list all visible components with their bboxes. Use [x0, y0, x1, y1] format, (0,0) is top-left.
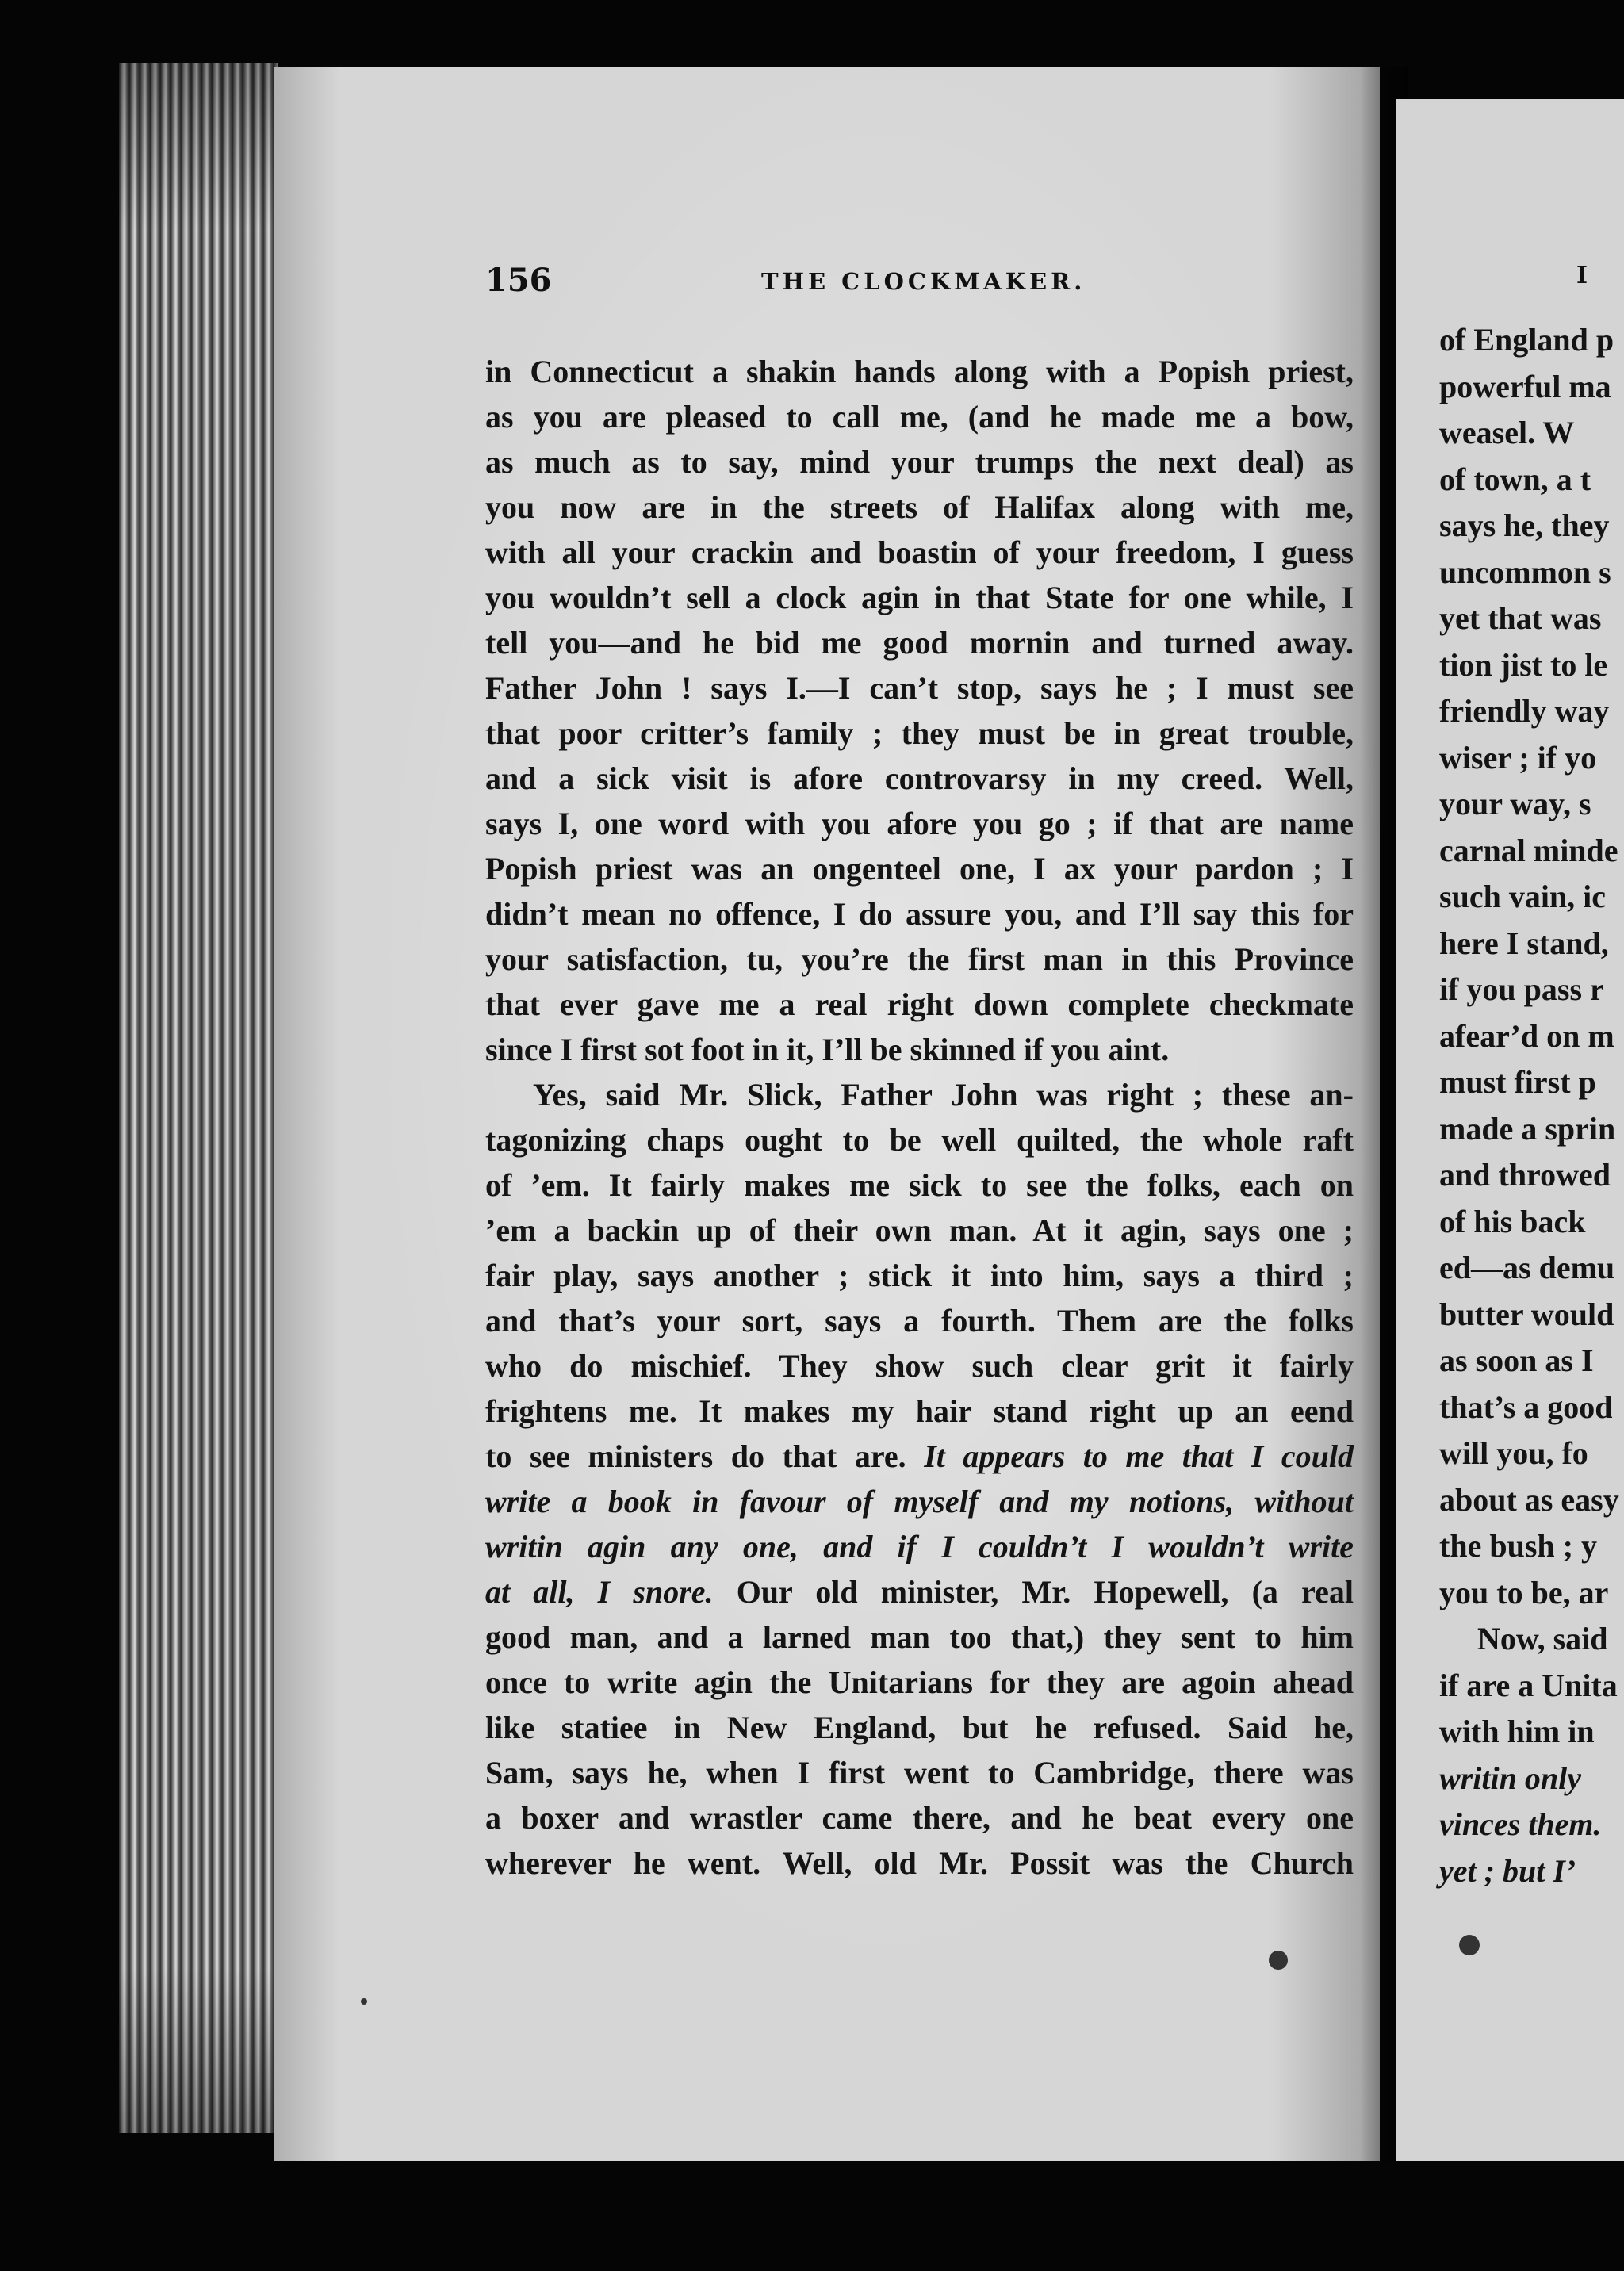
text-line: [485, 1524, 1354, 1569]
line-text: that ever gave me a real right down complete checkmate: [485, 986, 1354, 1022]
line-text: wherever he went. Well, old Mr. Possit was the Church: [485, 1845, 1354, 1881]
line-text: to see ministers do that are.: [485, 1438, 925, 1474]
line-text: as you are pleased to call me, (and he made me a bow,: [485, 399, 1354, 435]
line-text: you to be, ar: [1439, 1574, 1609, 1610]
line-text: powerful ma: [1439, 368, 1611, 404]
text-line: [485, 1660, 1354, 1705]
text-line: [485, 530, 1354, 575]
line-text: your satisfaction, tu, you’re the first man in this Province: [485, 941, 1354, 977]
text-line: [1439, 1338, 1624, 1384]
text-line: [1439, 1430, 1624, 1477]
ink-speck: [1459, 1935, 1480, 1955]
text-line: [1439, 410, 1624, 457]
text-line: [1439, 1616, 1624, 1663]
line-text: Yes, said Mr. Slick, Father John was right ; these an-: [533, 1077, 1354, 1113]
text-line: [485, 1027, 1354, 1072]
line-text: fair play, says another ; stick it into him, says a third ;: [485, 1258, 1354, 1293]
italic-text: write a book in favour of myself and my notions, without: [485, 1484, 1354, 1519]
text-line: [1439, 1523, 1624, 1570]
text-line: [485, 575, 1354, 620]
text-line: [1439, 1802, 1624, 1848]
line-text: must first p: [1439, 1064, 1596, 1100]
italic-text: vinces them.: [1439, 1806, 1602, 1842]
text-line: [1439, 1477, 1624, 1524]
line-text: here I stand,: [1439, 925, 1609, 961]
ink-speck: [361, 1998, 367, 2005]
text-line: [1439, 317, 1624, 364]
text-line: [485, 1434, 1354, 1479]
text-line: [1439, 1013, 1624, 1060]
text-line: [485, 620, 1354, 665]
text-line: [485, 1705, 1354, 1750]
text-line: [1439, 1709, 1624, 1756]
line-text: of ’em. It fairly makes me sick to see the folks, each on: [485, 1167, 1354, 1203]
line-text: butter would: [1439, 1296, 1614, 1332]
text-line: [485, 1750, 1354, 1795]
line-text: since I first sot foot in it, I’ll be skinned if you aint.: [485, 1032, 1170, 1067]
left-page-body: [485, 349, 1354, 1886]
text-line: [485, 1072, 1354, 1117]
line-text: and throwed: [1439, 1157, 1611, 1193]
line-text: with him in: [1439, 1714, 1595, 1749]
italic-text: writin agin any one, and if I couldn’t I wouldn’t write: [485, 1529, 1354, 1564]
text-line: [485, 801, 1354, 846]
text-line: [485, 1795, 1354, 1840]
text-line: [485, 710, 1354, 756]
text-line: [1439, 1106, 1624, 1153]
text-line: [1439, 642, 1624, 689]
text-line: [1439, 550, 1624, 596]
text-line: [485, 1208, 1354, 1253]
text-line: [485, 1162, 1354, 1208]
line-text: afear’d on m: [1439, 1017, 1614, 1054]
text-line: [485, 1479, 1354, 1524]
line-text: if you pass r: [1439, 971, 1604, 1007]
line-text: ed—as demu: [1439, 1250, 1615, 1285]
text-line: [485, 936, 1354, 982]
italic-text: It appears to me that I could: [924, 1438, 1354, 1474]
line-text: says he, they: [1439, 507, 1610, 543]
line-text: Sam, says he, when I first went to Cambridge, there was: [485, 1755, 1354, 1790]
italic-text: at all, I snore.: [485, 1574, 714, 1610]
line-text: with all your crackin and boastin of your freedom, I guess: [485, 534, 1354, 570]
line-text: as soon as I: [1439, 1342, 1594, 1378]
line-text: says I, one word with you afore you go ; if that are name: [485, 806, 1354, 841]
line-text: yet that was: [1439, 600, 1602, 636]
text-line: [485, 665, 1354, 710]
text-line: [1439, 596, 1624, 642]
line-text: friendly way: [1439, 693, 1610, 729]
page-number: 156: [485, 262, 552, 299]
text-line: [1439, 735, 1624, 782]
right-page: [1396, 99, 1624, 2161]
text-line: [1439, 1570, 1624, 1617]
text-line: [1439, 1848, 1624, 1895]
text-line: [485, 1298, 1354, 1343]
line-text: a boxer and wrastler came there, and he beat every one: [485, 1800, 1354, 1836]
text-line: [1439, 1199, 1624, 1246]
ink-speck: [1269, 1951, 1288, 1970]
page-edges: [119, 63, 278, 2133]
line-text: the bush ; y: [1439, 1528, 1597, 1564]
text-line: [485, 1569, 1354, 1614]
italic-text: yet ; but I’: [1439, 1852, 1576, 1889]
line-text: that poor critter’s family ; they must be in great trouble,: [485, 715, 1354, 751]
text-line: [485, 846, 1354, 891]
line-text: of his back: [1439, 1203, 1586, 1239]
line-text: uncommon s: [1439, 553, 1611, 590]
text-line: [1439, 1292, 1624, 1338]
text-line: [1439, 1152, 1624, 1199]
text-line: [1439, 1245, 1624, 1292]
line-text: didn’t mean no offence, I do assure you, and I’ll say this for: [485, 896, 1354, 932]
line-text: such vain, ic: [1439, 879, 1607, 914]
line-text: weasel. W: [1439, 415, 1575, 450]
line-text: about as easy: [1439, 1481, 1619, 1518]
line-text: like statiee in New England, but he refused. Said he,: [485, 1710, 1354, 1745]
line-text: of England p: [1439, 322, 1614, 358]
right-page-body: [1439, 317, 1624, 1894]
line-text: will you, fo: [1439, 1435, 1588, 1471]
line-text: you wouldn’t sell a clock agin in that State for one while, I: [485, 580, 1354, 615]
text-line: [1439, 828, 1624, 875]
text-line: [485, 1343, 1354, 1388]
text-line: [485, 1614, 1354, 1660]
text-line: [485, 982, 1354, 1027]
text-line: [1439, 874, 1624, 921]
text-line: [485, 394, 1354, 439]
line-text: of town, a t: [1439, 461, 1591, 497]
line-text: who do mischief. They show such clear grit it fairly: [485, 1348, 1354, 1384]
line-text: tion jist to le: [1439, 646, 1608, 683]
line-text: you now are in the streets of Halifax along with me,: [485, 489, 1354, 525]
line-text: wiser ; if yo: [1439, 739, 1597, 776]
line-text: frightens me. It makes my hair stand right up an eend: [485, 1393, 1354, 1429]
line-text: your way, s: [1439, 786, 1591, 821]
running-head: THE CLOCKMAKER.: [761, 268, 1086, 295]
text-line: [485, 439, 1354, 484]
line-text: Popish priest was an ongenteel one, I ax your pardon ; I: [485, 851, 1354, 887]
text-line: [485, 1388, 1354, 1434]
text-line: [1439, 1663, 1624, 1710]
text-line: [485, 1840, 1354, 1886]
text-line: [1439, 967, 1624, 1013]
text-line: [1439, 1059, 1624, 1106]
text-line: [485, 1253, 1354, 1298]
line-text: that’s a good: [1439, 1388, 1613, 1425]
line-text: made a sprin: [1439, 1110, 1616, 1147]
text-line: [1439, 503, 1624, 550]
text-line: [1439, 457, 1624, 504]
line-text: if are a Unita: [1439, 1667, 1618, 1703]
text-line: [1439, 1756, 1624, 1802]
italic-text: writin only: [1439, 1760, 1581, 1796]
text-line: [1439, 781, 1624, 828]
line-text: ’em a backin up of their own man. At it agin, says one ;: [485, 1212, 1354, 1248]
text-line: [1439, 364, 1624, 411]
text-line: [485, 756, 1354, 801]
line-text: Our old minister, Mr. Hopewell, (a real: [713, 1574, 1354, 1610]
line-text: Now, said: [1477, 1621, 1608, 1656]
text-line: [485, 484, 1354, 530]
text-line: [485, 349, 1354, 394]
text-line: [1439, 688, 1624, 735]
line-text: Father John ! says I.—I can’t stop, says he ; I must see: [485, 670, 1354, 706]
line-text: and that’s your sort, says a fourth. Them are the folks: [485, 1303, 1354, 1338]
text-line: [1439, 921, 1624, 967]
line-text: and a sick visit is afore controvarsy in my creed. Well,: [485, 760, 1354, 796]
line-text: once to write agin the Unitarians for they are agoin ahead: [485, 1664, 1354, 1700]
text-line: [1439, 1384, 1624, 1431]
line-text: good man, and a larned man too that,) they sent to him: [485, 1619, 1354, 1655]
line-text: in Connecticut a shakin hands along with a Popish priest,: [485, 354, 1354, 389]
line-text: tell you—and he bid me good mornin and turned away.: [485, 625, 1354, 661]
line-text: as much as to say, mind your trumps the next deal) as: [485, 444, 1354, 480]
right-running-head-fragment: I: [1576, 262, 1588, 289]
line-text: carnal minde: [1439, 832, 1618, 868]
line-text: tagonizing chaps ought to be well quilted, the whole raft: [485, 1122, 1354, 1158]
text-line: [485, 1117, 1354, 1162]
text-line: [485, 891, 1354, 936]
